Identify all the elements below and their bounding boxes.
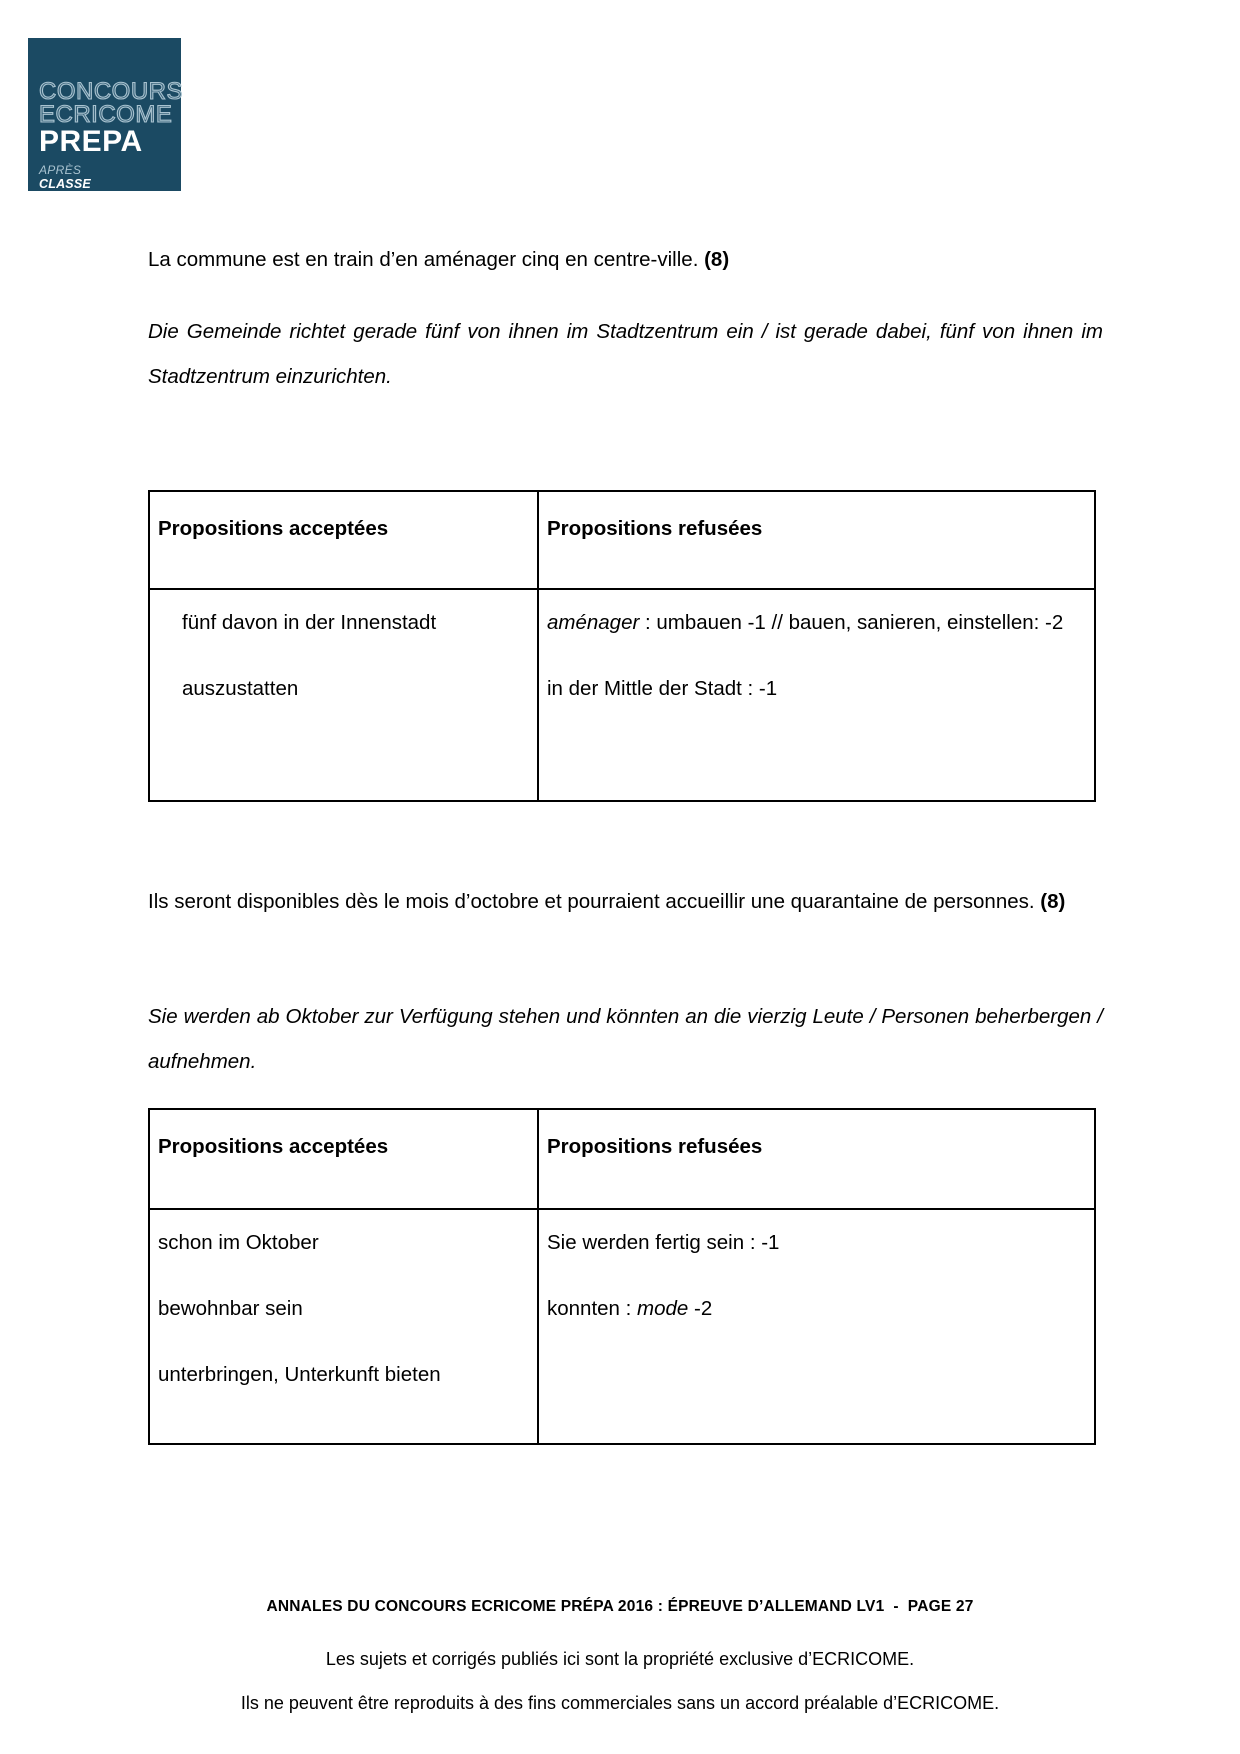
source-sentence-2 (148, 879, 1103, 924)
footer-legal-line-2: Ils ne peuvent être reproduits à des fins commerciales sans un accord préalable d’ECRICOME. (240, 1693, 1000, 1713)
refused-item: Sie werden fertig sein : -1 (547, 1231, 780, 1254)
refused-term-italic: aménager (547, 611, 640, 634)
refused-item2-suffix: -2 (688, 1297, 713, 1320)
translation-de-1: Die Gemeinde richtet gerade fünf von ihnen im Stadtzentrum ein / ist gerade dabei, fünf von ihnen im Stadtzentrum einzurichten. (148, 320, 1103, 388)
table2-body-row (149, 1209, 1095, 1444)
table2-refused-cell (538, 1209, 1095, 1444)
logo-apres-text: APRÈS (39, 163, 82, 177)
refused-item2-italic: mode (637, 1297, 689, 1320)
accepted-item: schon im Oktober (158, 1231, 319, 1254)
corrections-table-2 (148, 1108, 1096, 1445)
table2-accepted-cell (149, 1209, 538, 1444)
source-sentence-1 (148, 237, 1103, 282)
logo-prepa-text: PREPA (39, 125, 143, 158)
accepted-item: bewohnbar sein (158, 1297, 303, 1320)
ecricome-prepa-logo (28, 38, 184, 206)
table1-header-refused: Propositions refusées (538, 491, 1095, 589)
table2-header-refused: Propositions refusées (538, 1109, 1095, 1209)
table2-header-row (149, 1109, 1095, 1209)
table1-body-row (149, 589, 1095, 801)
table1-header-row (149, 491, 1095, 589)
accepted-item: auszustatten (182, 677, 299, 700)
accepted-item: unterbringen, Unterkunft bieten (158, 1363, 441, 1386)
refused-item: in der Mittle der Stadt : -1 (547, 677, 778, 700)
footer-legal-line-1: Les sujets et corrigés publiés ici sont la propriété exclusive d’ECRICOME. (325, 1649, 915, 1669)
table1-refused-cell (538, 589, 1095, 801)
logo-classe-preparatoire-text: CLASSE PRÉPARATOIRE (39, 177, 139, 206)
source-sentence-1-text: La commune est en train d’en aménager cinq en centre-ville. (148, 248, 699, 271)
points-badge-2: (8) (1040, 890, 1066, 913)
points-badge-1: (8) (704, 248, 730, 271)
table1-accepted-cell (149, 589, 538, 801)
refused-item2-prefix: konnten : (547, 1297, 638, 1320)
corrections-table-1 (148, 490, 1096, 802)
accepted-item: fünf davon in der Innenstadt (182, 611, 437, 634)
logo-ecricome-text: ECRICOME (39, 101, 173, 128)
translation-de-2: Sie werden ab Oktober zur Verfügung stehen und könnten an die vierzig Leute / Personen beherbergen / aufnehmen. (148, 1005, 1103, 1073)
footer-annales-line: ANNALES DU CONCOURS ECRICOME PRÉPA 2016 : ÉPREUVE D’ALLEMAND LV1 - PAGE 27 (266, 1598, 974, 1615)
refused-detail-text: : umbauen -1 // bauen, sanieren, einstellen: -2 (639, 611, 1064, 634)
refused-item (547, 1286, 1080, 1331)
table2-header-accepted: Propositions acceptées (149, 1109, 538, 1209)
table1-header-accepted: Propositions acceptées (149, 491, 538, 589)
source-sentence-2-text: Ils seront disponibles dès le mois d’octobre et pourraient accueillir une quarantaine de personnes. (148, 890, 1035, 913)
refused-item (547, 600, 1080, 645)
logo-concours-text: CONCOURS (39, 78, 184, 105)
